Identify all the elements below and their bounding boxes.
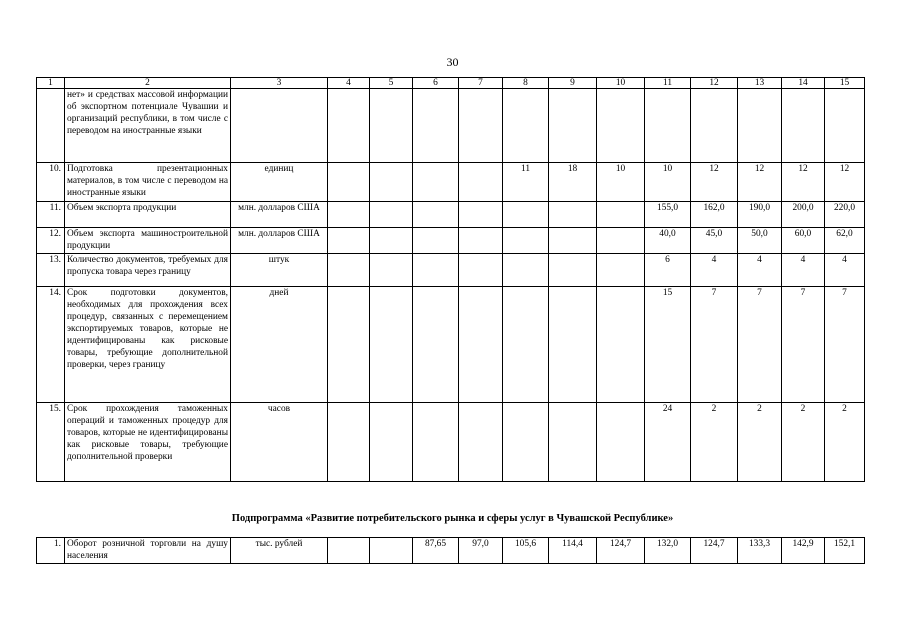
value-cell — [738, 89, 782, 163]
value-cell — [549, 287, 597, 403]
value-cell: 4 — [738, 254, 782, 287]
table-row — [37, 89, 865, 163]
header-cell: 15 — [825, 78, 865, 89]
indicator-name: Объем экспорта машиностроительной продукции — [65, 228, 231, 254]
value-cell — [503, 202, 549, 228]
table-row — [37, 202, 865, 228]
value-cell — [413, 287, 459, 403]
value-cell: 2 — [782, 403, 825, 482]
unit-cell — [231, 89, 328, 163]
unit-cell: млн. долларов США — [231, 202, 328, 228]
table-row — [37, 228, 865, 254]
value-cell — [549, 254, 597, 287]
value-cell: 18 — [549, 163, 597, 202]
value-cell — [413, 254, 459, 287]
value-cell — [503, 403, 549, 482]
value-cell: 87,65 — [413, 538, 459, 564]
value-cell — [549, 403, 597, 482]
table-row — [37, 538, 865, 564]
table-row — [37, 403, 865, 482]
value-cell: 124,7 — [597, 538, 645, 564]
value-cell — [503, 254, 549, 287]
value-cell — [549, 89, 597, 163]
value-cell — [459, 287, 503, 403]
row-number: 15. — [37, 403, 65, 482]
value-cell: 220,0 — [825, 202, 865, 228]
value-cell — [782, 89, 825, 163]
value-cell — [597, 254, 645, 287]
header-cell: 9 — [549, 78, 597, 89]
value-cell — [328, 403, 370, 482]
value-cell: 7 — [825, 287, 865, 403]
value-cell: 15 — [645, 287, 691, 403]
header-cell: 4 — [328, 78, 370, 89]
value-cell: 200,0 — [782, 202, 825, 228]
value-cell — [459, 254, 503, 287]
indicator-name: Срок подготовки документов, необходимых для прохождения всех процедур, связанных с перемещением экспортируемых товаров, которые не идентифицированы как рисковые товары, требующие дополнительной проверки, через границу — [65, 287, 231, 403]
value-cell: 12 — [691, 163, 738, 202]
value-cell — [370, 163, 413, 202]
value-cell: 60,0 — [782, 228, 825, 254]
row-number: 13. — [37, 254, 65, 287]
value-cell — [597, 202, 645, 228]
value-cell: 7 — [738, 287, 782, 403]
value-cell — [328, 202, 370, 228]
value-cell — [459, 403, 503, 482]
value-cell — [459, 163, 503, 202]
value-cell: 4 — [691, 254, 738, 287]
value-cell: 50,0 — [738, 228, 782, 254]
value-cell — [503, 89, 549, 163]
value-cell: 142,9 — [782, 538, 825, 564]
indicator-name: Объем экспорта продукции — [65, 202, 231, 228]
header-cell: 3 — [231, 78, 328, 89]
indicator-name: Срок прохождения таможенных операций и таможенных процедур для товаров, которые не идентифицированы как рисковые товары, требующие дополнительной проверки — [65, 403, 231, 482]
row-number: 11. — [37, 202, 65, 228]
value-cell — [413, 89, 459, 163]
value-cell: 114,4 — [549, 538, 597, 564]
value-cell: 12 — [738, 163, 782, 202]
value-cell: 2 — [691, 403, 738, 482]
value-cell: 97,0 — [459, 538, 503, 564]
value-cell: 12 — [782, 163, 825, 202]
subprogram-table — [36, 537, 865, 564]
value-cell — [503, 287, 549, 403]
value-cell — [413, 228, 459, 254]
unit-cell: млн. долларов США — [231, 228, 328, 254]
value-cell: 152,1 — [825, 538, 865, 564]
row-number — [37, 89, 65, 163]
value-cell — [370, 403, 413, 482]
header-cell: 11 — [645, 78, 691, 89]
subprogram-title: Подпрограмма «Развитие потребительского рынка и сферы услуг в Чувашской Республике» — [231, 513, 674, 524]
value-cell: 62,0 — [825, 228, 865, 254]
value-cell: 45,0 — [691, 228, 738, 254]
row-number: 12. — [37, 228, 65, 254]
indicator-name: Количество документов, требуемых для пропуска товара через границу — [65, 254, 231, 287]
table-row — [37, 287, 865, 403]
value-cell — [413, 403, 459, 482]
value-cell: 190,0 — [738, 202, 782, 228]
header-cell: 6 — [413, 78, 459, 89]
value-cell — [597, 287, 645, 403]
value-cell: 2 — [738, 403, 782, 482]
unit-cell: дней — [231, 287, 328, 403]
unit-cell: тыс. рублей — [231, 538, 328, 564]
value-cell — [549, 202, 597, 228]
header-cell: 8 — [503, 78, 549, 89]
value-cell — [459, 228, 503, 254]
value-cell — [370, 202, 413, 228]
value-cell — [328, 254, 370, 287]
value-cell — [370, 538, 413, 564]
value-cell — [370, 254, 413, 287]
value-cell — [413, 202, 459, 228]
value-cell — [645, 89, 691, 163]
value-cell: 4 — [825, 254, 865, 287]
value-cell — [370, 89, 413, 163]
value-cell: 132,0 — [645, 538, 691, 564]
row-number: 14. — [37, 287, 65, 403]
value-cell — [825, 89, 865, 163]
value-cell: 24 — [645, 403, 691, 482]
value-cell — [597, 89, 645, 163]
row-number: 1. — [37, 538, 65, 564]
value-cell: 133,3 — [738, 538, 782, 564]
value-cell — [503, 228, 549, 254]
value-cell — [328, 538, 370, 564]
header-cell: 5 — [370, 78, 413, 89]
indicator-name: Оборот розничной торговли на душу населения — [65, 538, 231, 564]
header-cell: 12 — [691, 78, 738, 89]
value-cell — [370, 228, 413, 254]
value-cell: 124,7 — [691, 538, 738, 564]
value-cell — [597, 228, 645, 254]
value-cell: 4 — [782, 254, 825, 287]
table-row — [37, 163, 865, 202]
indicator-name: Подготовка презентационных материалов, в том числе с переводом на иностранные языки — [65, 163, 231, 202]
value-cell: 10 — [597, 163, 645, 202]
value-cell — [413, 163, 459, 202]
value-cell: 12 — [825, 163, 865, 202]
value-cell — [328, 287, 370, 403]
value-cell — [328, 228, 370, 254]
value-cell: 7 — [691, 287, 738, 403]
header-cell: 10 — [597, 78, 645, 89]
value-cell: 10 — [645, 163, 691, 202]
value-cell — [459, 89, 503, 163]
indicators-table — [36, 77, 865, 482]
value-cell: 40,0 — [645, 228, 691, 254]
header-cell: 13 — [738, 78, 782, 89]
indicator-name: нет» и средствах массовой информации об экспортном потенциале Чувашии и организаций республики, в том числе с переводом на иностранные языки — [65, 89, 231, 163]
value-cell — [328, 163, 370, 202]
value-cell — [597, 403, 645, 482]
value-cell: 11 — [503, 163, 549, 202]
unit-cell: единиц — [231, 163, 328, 202]
header-cell: 2 — [65, 78, 231, 89]
value-cell — [328, 89, 370, 163]
value-cell: 2 — [825, 403, 865, 482]
value-cell: 162,0 — [691, 202, 738, 228]
value-cell — [691, 89, 738, 163]
value-cell: 155,0 — [645, 202, 691, 228]
value-cell: 6 — [645, 254, 691, 287]
value-cell — [370, 287, 413, 403]
header-cell: 14 — [782, 78, 825, 89]
value-cell: 105,6 — [503, 538, 549, 564]
value-cell — [549, 228, 597, 254]
table-row — [37, 254, 865, 287]
header-cell: 1 — [37, 78, 65, 89]
row-number: 10. — [37, 163, 65, 202]
value-cell: 7 — [782, 287, 825, 403]
unit-cell: штук — [231, 254, 328, 287]
header-cell: 7 — [459, 78, 503, 89]
header-row — [37, 78, 865, 89]
unit-cell: часов — [231, 403, 328, 482]
value-cell — [459, 202, 503, 228]
page-number: 30 — [446, 55, 459, 69]
